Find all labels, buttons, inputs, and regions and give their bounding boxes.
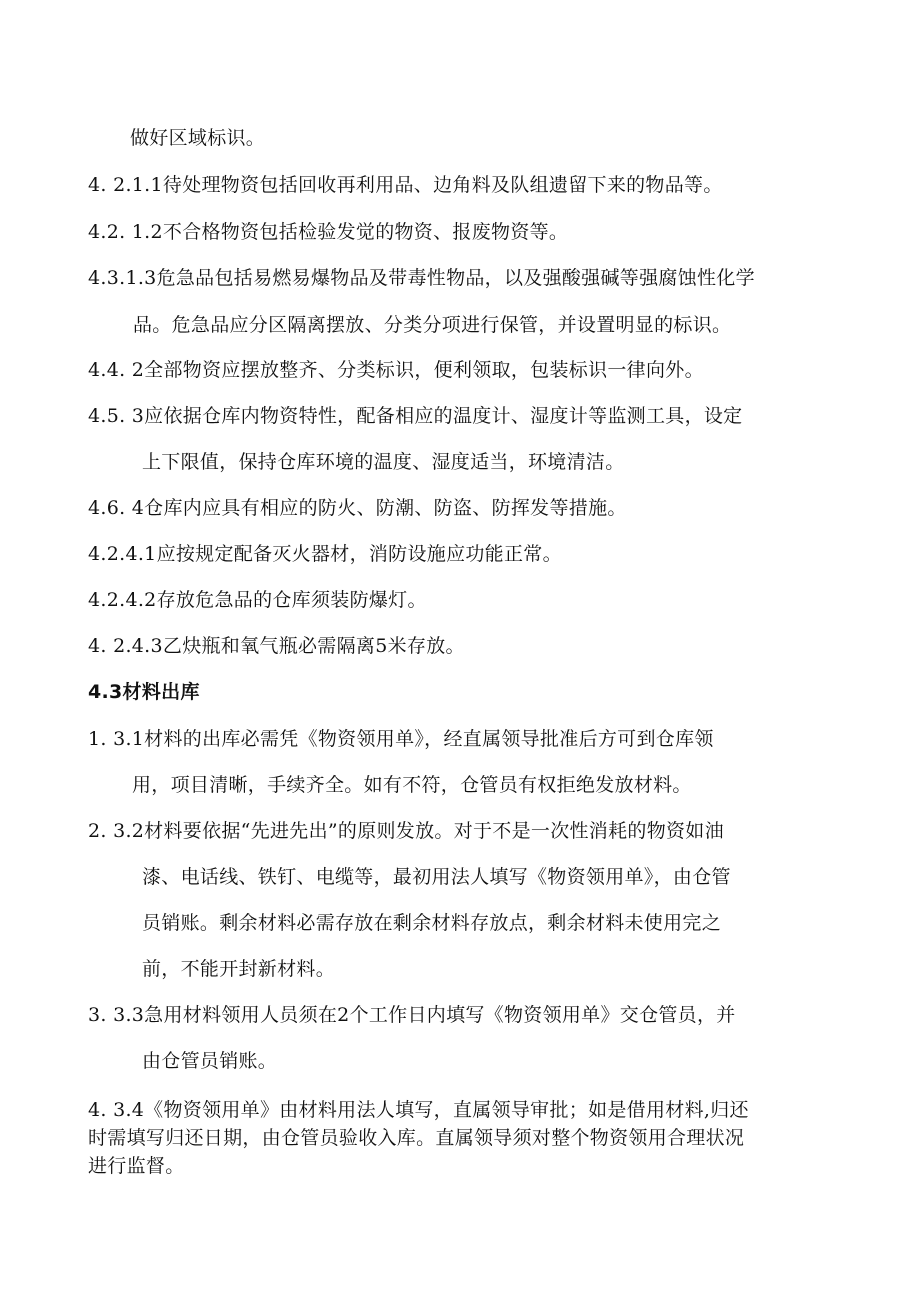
paragraph-line: 上下限值，保持仓库环境的温度、湿度适当，环境清洁。: [142, 451, 625, 473]
section-heading: 4.3材料出库: [88, 681, 200, 703]
paragraph-line: 前，不能开封新材料。: [142, 958, 336, 980]
paragraph-line: 时需填写归还日期，由仓管员验收入库。直属领导须对整个物资领用合理状况: [88, 1127, 745, 1149]
paragraph-line: 4.2.4.1应按规定配备灭火器材，消防设施应功能正常。: [88, 543, 562, 565]
paragraph-line: 4.2. 1.2不合格物资包括检验发觉的物资、报废物资等。: [88, 221, 569, 243]
paragraph-line: 4.3.1.3危急品包括易燃易爆物品及带毒性物品，以及强酸强碱等强腐蚀性化学: [88, 267, 755, 289]
paragraph-line: 4. 2.1.1待处理物资包括回收再利用品、边角料及队组遗留下来的物品等。: [88, 174, 723, 196]
paragraph-line: 4. 3.4《物资领用单》由材料用法人填写，直属领导审批；如是借用材料,归还: [88, 1099, 749, 1121]
paragraph-line: 4.5. 3应依据仓库内物资特性，配备相应的温度计、湿度计等监测工具，设定: [88, 405, 743, 427]
paragraph-line: 漆、电话线、铁钉、电缆等，最初用法人填写《物资领用单》，由仓管: [142, 866, 731, 888]
paragraph-line: 品。危急品应分区隔离摆放、分类分项进行保管，并设置明显的标识。: [133, 314, 732, 336]
paragraph-line: 员销账。剩余材料必需存放在剩余材料存放点，剩余材料未使用完之: [142, 912, 722, 934]
paragraph-line: 3. 3.3急用材料领用人员须在2个工作日内填写《物资领用单》交仓管员，并: [88, 1004, 736, 1026]
paragraph-line: 做好区域标识。: [130, 127, 266, 149]
paragraph-line: 4.2.4.2存放危急品的仓库须装防爆灯。: [88, 589, 427, 611]
paragraph-line: 4.6. 4仓库内应具有相应的防火、防潮、防盗、防挥发等措施。: [88, 497, 627, 519]
paragraph-line: 进行监督。: [88, 1155, 185, 1177]
paragraph-line: 1. 3.1材料的出库必需凭《物资领用单》，经直属领导批准后方可到仓库领: [88, 728, 714, 750]
paragraph-line: 由仓管员销账。: [142, 1050, 278, 1072]
paragraph-line: 4.4. 2全部物资应摆放整齐、分类标识，便利领取，包装标识一律向外。: [88, 359, 704, 381]
paragraph-line: 用，项目清晰，手续齐全。如有不符，仓管员有权拒绝发放材料。: [132, 774, 692, 796]
paragraph-line: 4. 2.4.3乙炔瓶和氧气瓶必需隔离5米存放。: [88, 635, 465, 657]
paragraph-line: 2. 3.2材料要依据“先进先出”的原则发放。对于不是一次性消耗的物资如油: [88, 820, 724, 842]
